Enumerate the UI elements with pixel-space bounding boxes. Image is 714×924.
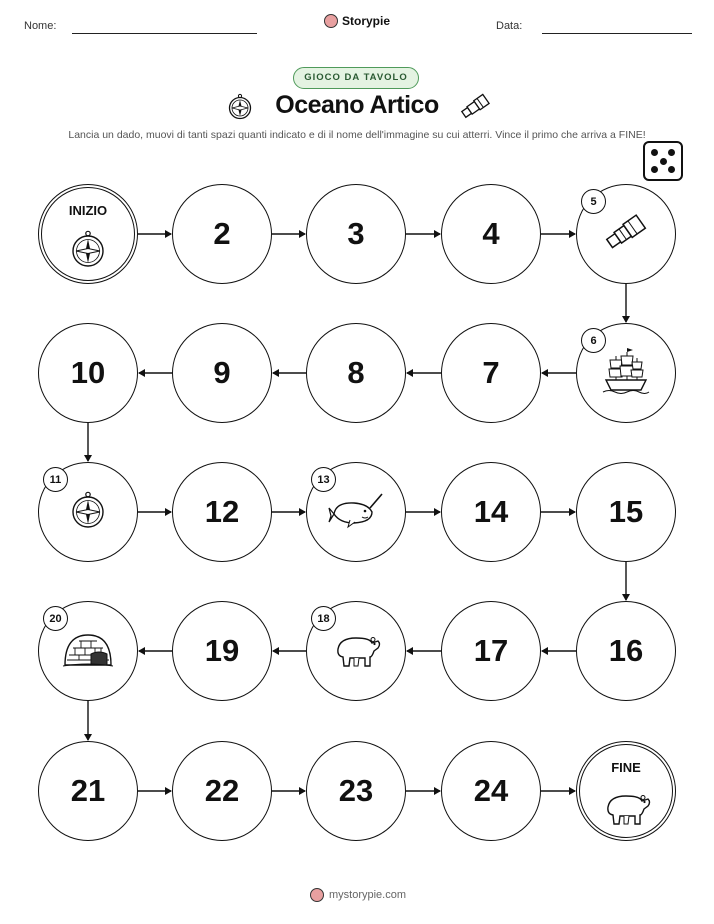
spyglass-icon (602, 212, 650, 257)
board-space (38, 741, 138, 841)
board-space (576, 601, 676, 701)
space-number-badge: 13 (311, 467, 336, 492)
footer-url[interactable]: mystorypie.com (329, 889, 407, 901)
board-space (306, 741, 406, 841)
board-space (306, 601, 406, 701)
space-number: 24 (473, 773, 509, 808)
board-space (441, 184, 541, 284)
space-number: 22 (204, 773, 240, 808)
space-number: 21 (70, 773, 106, 808)
footer (310, 888, 406, 902)
board-space (576, 462, 676, 562)
space-number-badge: 18 (311, 606, 336, 631)
space-number-badge: 20 (43, 606, 68, 631)
board-space (172, 462, 272, 562)
polar-bear-icon (330, 629, 382, 674)
space-number-badge: 11 (43, 467, 68, 492)
name-label: Nome: (24, 20, 57, 32)
space-number: 15 (608, 494, 644, 529)
ship-icon (601, 348, 651, 399)
board-space (306, 323, 406, 423)
board-space (38, 462, 138, 562)
space-number: 8 (347, 355, 365, 390)
game-type-badge: GIOCO DA TAVOLO (293, 67, 419, 89)
start-label: INIZIO (68, 203, 108, 218)
narwhal-icon (328, 490, 384, 535)
board-space (38, 184, 138, 284)
board-space (441, 601, 541, 701)
board-space (172, 184, 272, 284)
board-space (441, 323, 541, 423)
date-label: Data: (496, 20, 523, 32)
board-space (576, 741, 676, 841)
compass-icon (69, 230, 107, 273)
brand-name: Storypie (342, 14, 391, 28)
space-number-badge: 5 (581, 189, 606, 214)
space-number: 14 (473, 494, 509, 529)
board-space (38, 601, 138, 701)
space-number: 7 (482, 355, 500, 390)
space-number: 12 (204, 494, 240, 529)
page-title: Oceano Artico (275, 91, 439, 119)
board-space (172, 741, 272, 841)
igloo-icon (61, 629, 115, 674)
instructions-text: Lancia un dado, muovi di tanti spazi quanti indicato e di il nome dell'immagine su cui atterri. Vince il primo che arriva a FINE! (68, 129, 646, 141)
board-space (576, 184, 676, 284)
space-number: 17 (473, 633, 509, 668)
board-space (172, 601, 272, 701)
space-number: 19 (204, 633, 240, 668)
compass-icon (69, 491, 107, 534)
board-space (306, 184, 406, 284)
board-space (576, 323, 676, 423)
board-space (306, 462, 406, 562)
space-number-badge: 6 (581, 328, 606, 353)
finish-label: FINE (611, 760, 641, 775)
space-number: 10 (70, 355, 106, 390)
storypie-logo-icon (310, 888, 324, 902)
space-number: 4 (482, 216, 500, 251)
polar-bear-icon (600, 787, 652, 832)
board-space (172, 323, 272, 423)
space-number: 23 (338, 773, 374, 808)
space-number: 2 (213, 216, 231, 251)
board-space (38, 323, 138, 423)
board-space (441, 462, 541, 562)
space-number: 9 (213, 355, 231, 390)
space-number: 3 (347, 216, 365, 251)
board-space (441, 741, 541, 841)
space-number: 16 (608, 633, 644, 668)
